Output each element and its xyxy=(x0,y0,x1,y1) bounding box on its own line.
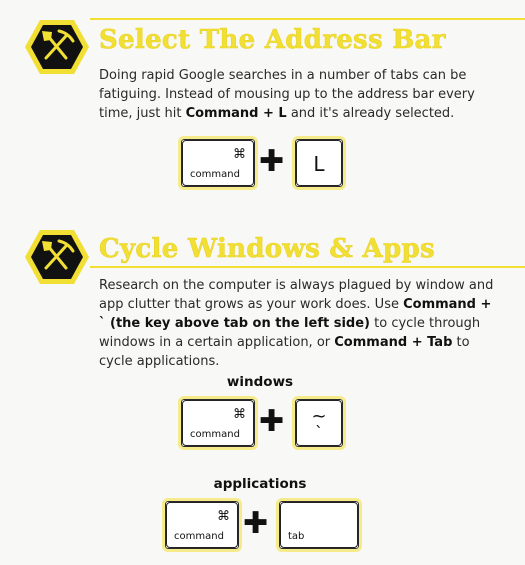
command-symbol-icon: ⌘ xyxy=(233,407,246,422)
plus-icon: ✚ xyxy=(259,404,285,439)
command-key-label: command xyxy=(190,429,240,440)
command-symbol-icon: ⌘ xyxy=(233,147,246,162)
section-paragraph: Doing rapid Google searches in a number of tabs can be fatiguing. Instead of mousing up to the address bar every time, just hit Command + L and it's already selected. xyxy=(99,68,475,121)
plus-icon: ✚ xyxy=(243,506,269,541)
section-paragraph: Research on the computer is always plagued by window and app clutter that grows as your work does. Use Command + ` (the key above tab on the left side) to cycle through windows in a certain application, or Command + Tab to cycle applications. xyxy=(99,278,494,369)
command-symbol-icon: ⌘ xyxy=(217,509,230,524)
plus-icon: ✚ xyxy=(259,144,285,179)
section-title: Cycle Windows & Apps xyxy=(99,234,435,264)
section-cycle-windows xyxy=(0,200,525,565)
command-key xyxy=(178,136,258,190)
windows-caption: windows xyxy=(226,374,294,390)
section-address-bar xyxy=(0,0,525,200)
shovel-pickaxe-icon xyxy=(24,228,90,286)
command-key xyxy=(162,498,242,552)
tab-key-label: tab xyxy=(288,531,305,542)
tab-key xyxy=(276,498,362,552)
tilde-label: ~ xyxy=(311,406,327,427)
title-rule xyxy=(90,18,525,20)
shovel-pickaxe-icon xyxy=(24,18,90,76)
title-rule xyxy=(90,266,525,268)
backtick-label: ` xyxy=(315,423,323,442)
command-key-label: command xyxy=(174,531,224,542)
backtick-key xyxy=(292,396,346,450)
l-key xyxy=(292,136,346,190)
command-key xyxy=(178,396,258,450)
l-key-label: L xyxy=(313,152,325,176)
applications-caption: applications xyxy=(213,476,307,492)
command-key-label: command xyxy=(190,169,240,180)
section-title: Select The Address Bar xyxy=(99,25,446,55)
